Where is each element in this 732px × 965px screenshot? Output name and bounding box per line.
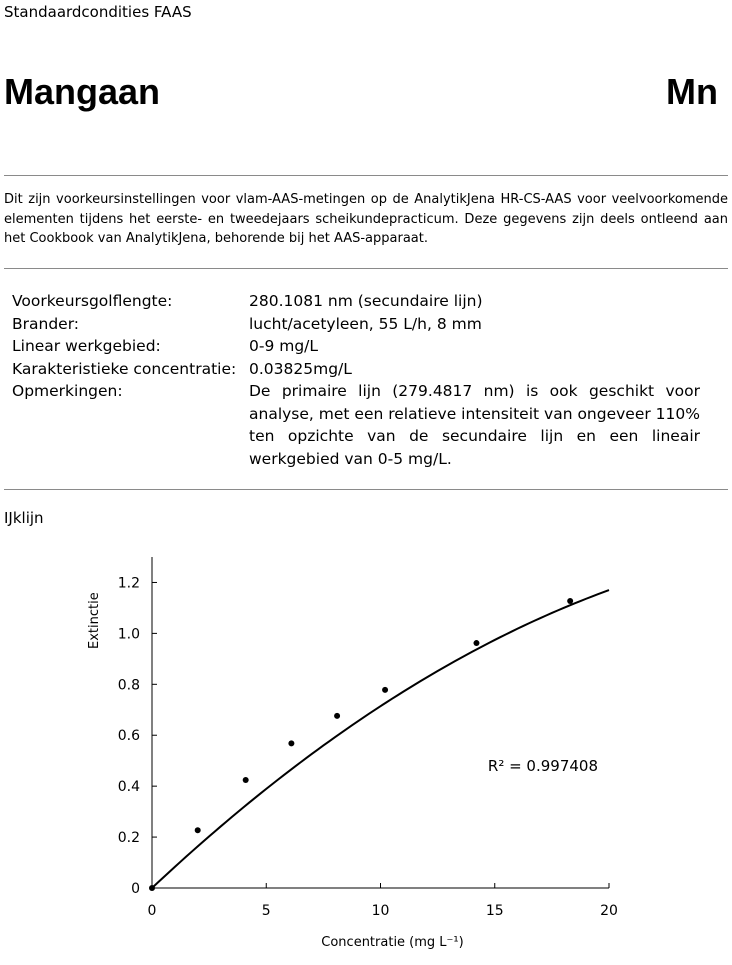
divider-middle [4,268,728,269]
data-point [243,777,249,783]
setting-value: De primaire lijn (279.4817 nm) is ook geschikt voor analyse, met een relatieve intensiteit van ongeveer 110% ten opzichte van de secundaire lijn en een lineair werkgebied van 0-5 mg/L. [249,382,700,468]
y-tick-label: 0.2 [117,830,140,847]
chart-fit-curve [152,590,609,888]
setting-row-burner [12,313,700,336]
setting-value: 0-9 mg/L [249,337,319,355]
data-point [567,598,573,604]
y-tick-label: 1.2 [117,575,140,592]
divider-bottom [4,489,728,490]
y-tick-label: 0 [131,881,140,897]
y-tick-label: 0.8 [117,677,140,694]
divider-top [4,175,728,176]
y-tick-label: 1.0 [117,626,140,643]
data-point [473,640,479,646]
y-axis-label: Extinctie [87,592,102,650]
setting-key: Linear werkgebied: [12,337,161,355]
intro-paragraph: Dit zijn voorkeursinstellingen voor vlam-AAS-metingen op de AnalytikJena HR-CS-AAS voor veelvoorkomende elementen tijdens het eerste- en tweedejaars scheikundepracticum. Deze gegevens zijn deels ontleend aan het Cookbook van AnalytikJena, behorende bij het AAS-apparaat. [4,192,728,246]
chart-axes [118,557,618,919]
element-symbol: Mn [666,71,718,112]
setting-row-wavelength [12,290,700,313]
setting-value: lucht/acetyleen, 55 L/h, 8 mm [249,314,482,333]
calibration-label: IJklijn [4,509,44,527]
fit-curve-path [152,590,609,888]
x-tick-label: 15 [485,903,504,919]
calibration-chart [0,545,732,965]
x-tick-label: 20 [600,903,618,919]
setting-value: 0.03825mg/L [249,359,352,378]
setting-key: Karakteristieke concentratie: [12,359,237,378]
setting-row-characteristic-concentration [12,358,700,381]
r-squared-annotation: R² = 0.997408 [487,756,599,775]
data-point [288,740,294,746]
x-axis-label: Concentratie (mg L⁻¹) [321,935,464,950]
settings-table [12,290,700,470]
setting-key: Brander: [12,314,80,333]
data-point [382,687,388,693]
x-tick-label: 0 [147,903,157,919]
y-tick-label: 0.6 [117,728,140,745]
chart-points [149,598,573,891]
setting-row-linear-range [12,335,700,358]
data-point [334,713,340,719]
element-name: Mangaan [4,71,161,112]
setting-key: Opmerkingen: [12,382,123,400]
x-tick-label: 10 [371,903,390,919]
document-category: Standaardcondities FAAS [4,3,192,21]
x-tick-label: 5 [261,903,271,919]
setting-key: Voorkeursgolflengte: [12,292,173,310]
data-point [149,885,155,891]
setting-value: 280.1081 nm (secundaire lijn) [249,292,483,310]
setting-row-remarks [12,380,700,470]
data-point [195,827,201,833]
title-row [4,70,718,114]
y-tick-label: 0.4 [117,779,140,796]
